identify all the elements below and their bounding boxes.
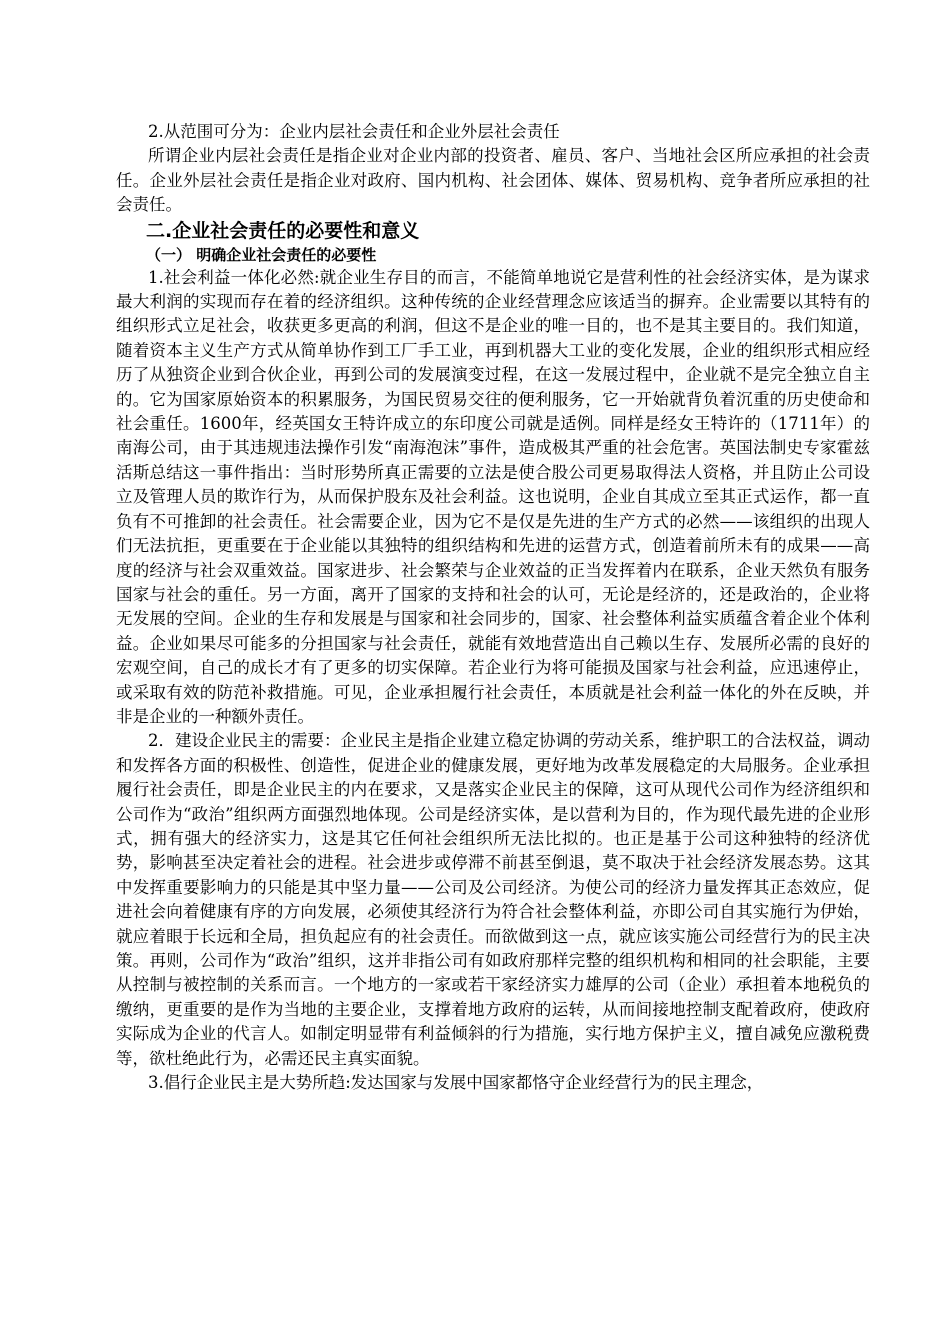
paragraph-democracy-trend: 3.倡行企业民主是大势所趋:发达国家与发展中国家都恪守企业经营行为的民主理念，: [148, 1073, 764, 1093]
subsection-heading: （一） 明确企业社会责任的必要性: [146, 245, 377, 264]
section-heading: 二.企业社会责任的必要性和意义: [146, 219, 420, 242]
document-page: [116, 120, 870, 1095]
paragraph-social-interest-integration: 1.社会利益一体化必然:就企业生存目的而言，不能简单地说它是营利性的社会经济实体，是为谋求最大利润的实现而存在着的经济组织。这种传统的企业经营理念应该适当的摒弃。企业需要以其特有的组织形式立足社会，收获更多更高的利润，但这不是企业的唯一目的，也不是其主要目的。我们知道，随着资本主义生产方式从简单协作到工厂手工业，再到机器大工业的变化发展，企业的组织形式相应经历了从独资企业到合伙企业，再到公司的发展演变过程，在这一发展过程中，企业就不是完全独立自主的。它为国家原始资本的积累服务，为国民贸易交往的便利服务，它一开始就背负着沉重的历史使命和社会重任。1600年，经英国女王特许成立的东印度公司就是适例。同样是经女王特许的（1711年）的南海公司，由于其违规违法操作引发“南海泡沫”事件，造成极其严重的社会危害。英国法制史专家霍兹活斯总结这一事件指出：当时形势所真正需要的立法是使合股公司更易取得法人资格，并且防止公司设立及管理人员的欺诈行为，从而保护股东及社会利益。这也说明，企业自其成立至其正式运作，都一直负有不可推卸的社会责任。社会需要企业，因为它不是仅是先进的生产方式的必然——该组织的出现人们无法抗拒，更重要在于企业能以其独特的组织结构和先进的运营方式，创造着前所未有的成果——高度的经济与社会双重效益。国家进步、社会繁荣与企业效益的正当发挥着内在联系，企业天然负有服务国家与社会的重任。另一方面，离开了国家的支持和社会的认可，无论是经济的，还是政治的，企业将无发展的空间。企业的生存和发展是与国家和社会同步的，国家、社会整体利益实质蕴含着企业个体利益。企业如果尽可能多的分担国家与社会责任，就能有效地营造出自己赖以生存、发展所必需的良好的宏观空间，自己的成长才有了更多的切实保障。若企业行为将可能损及国家与社会利益，应迅速停止，或采取有效的防范补救措施。可见，企业承担履行社会责任，本质就是社会利益一体化的外在反映，并非是企业的一种额外责任。: [116, 267, 870, 726]
paragraph-inner-outer-responsibility: 所谓企业内层社会责任是指企业对企业内部的投资者、雇员、客户、当地社会区所应承担的社会责任。企业外层社会责任是指企业对政府、国内机构、社会团体、媒体、贸易机构、竞争者所应承担的社会责任。: [116, 146, 870, 215]
paragraph-scope-classification: 2.从范围可分为：企业内层社会责任和企业外层社会责任: [148, 122, 560, 141]
paragraph-enterprise-democracy: 2．建设企业民主的需要：企业民主是指企业建立稳定协调的劳动关系，维护职工的合法权益，调动和发挥各方面的积极性、创造性，促进企业的健康发展，更好地为改革发展稳定的大局服务。企业承担履行社会责任，即是企业民主的内在要求，又是落实企业民主的保障，这可从现代公司作为经济组织和公司作为“政治”组织两方面强烈地体现。公司是经济实体，是以营利为目的，作为现代最先进的企业形式，拥有强大的经济实力，这是其它任何社会组织所无法比拟的。也正是基于公司这种独特的经济优势，影响甚至决定着社会的进程。社会进步或停滞不前甚至倒退，莫不取决于社会经济发展态势。这其中发挥重要影响力的只能是其中坚力量——公司及公司经济。为使公司的经济力量发挥其正态效应，促进社会向着健康有序的方向发展，必须使其经济行为符合社会整体利益，亦即公司自其实施行为伊始，就应着眼于长远和全局，担负起应有的社会责任。而欲做到这一点，就应该实施公司经营行为的民主决策。再则，公司作为“政治”组织，这并非指公司有如政府那样完整的组织机构和相同的社会职能，主要从控制与被控制的关系而言。一个地方的一家或若干家经济实力雄厚的公司（企业）承担着本地税负的缴纳，更重要的是作为当地的主要企业，支撑着地方政府的运转，从而间接地控制支配着政府，使政府实际成为企业的代言人。如制定明显带有利益倾斜的行为措施，实行地方保护主义，擅自减免应激税费等，欲杜绝此行为，必需还民主真实面貌。: [116, 731, 870, 1068]
